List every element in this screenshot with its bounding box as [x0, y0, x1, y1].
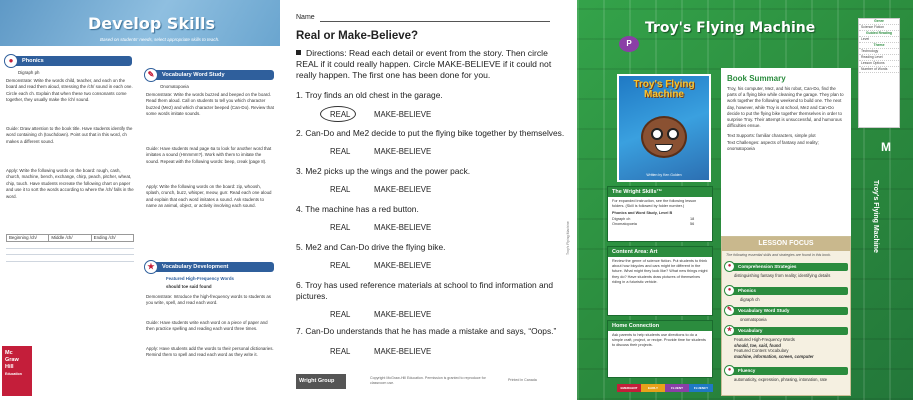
skill-name: Phonics and Word Study, Level B	[612, 211, 673, 216]
comprehension-value: distinguishing fantasy from reality; identifying details	[734, 273, 831, 278]
question-5	[296, 242, 571, 253]
vocab-word-study-label: Vocabulary Word Study	[162, 72, 225, 78]
phonics-apply: Apply: Write the following words on the board: rough, cash, church, machine, bench, exchange, chirp, peach, pitcher, wheat, chip, touch. Have students recreate the following chart on paper and use it to sort the words according to where the /ch/ falls in the word.	[6, 168, 134, 199]
logo-line-1: Mc	[5, 350, 13, 356]
real-option[interactable]: REAL	[330, 223, 351, 232]
q-num: 7.	[296, 326, 303, 336]
text-challenges: Text Challenges: aspects of fantasy and reality; onomatopoeia	[727, 139, 819, 151]
vocab-development-demonstrate: Demonstrate: Introduce the high-frequency words to students as you write, spell, and read each word.	[146, 294, 271, 306]
level-bar-fluency: FLUENCY	[689, 384, 713, 392]
q-text: Can-Do understands that he has made a mistake and says, “Oops.”	[305, 326, 557, 336]
question-7	[296, 326, 571, 337]
phonics-row	[726, 287, 848, 295]
logo-line-2: Graw	[5, 357, 19, 363]
real-option[interactable]: REAL	[330, 261, 351, 270]
make-believe-option[interactable]: MAKE-BELIEVE	[374, 185, 432, 194]
phonics-header	[6, 56, 132, 66]
content-area-header: Content Area: Art	[608, 247, 712, 257]
wright-skills-row	[608, 222, 712, 227]
phonics-value: digraph ch	[740, 297, 760, 302]
chart-col-ending: Ending /ch/	[93, 235, 116, 240]
vocab-val-line: should, toe, said, found	[734, 342, 781, 348]
pencil-icon: ✎	[144, 68, 158, 82]
lesson-focus-sub: The following essential skills and strategies are found in this book.	[726, 253, 832, 257]
q-num: 1.	[296, 90, 303, 100]
content-area-text: Review the genre of science fiction. Put students to think about how bicycles and cars might be different in the future. What might they look like? What new things might they do? Have students draw pictures of themselves riding in a futuristic vehicle.	[612, 259, 708, 284]
vocabulary-label: Vocabulary	[738, 328, 763, 333]
book-icon: ★	[724, 325, 735, 336]
q-num: 4.	[296, 204, 303, 214]
publisher-logo	[2, 346, 32, 396]
phonics-skill: Digraph ph	[18, 70, 40, 75]
bullet-square-icon	[296, 50, 301, 55]
home-connection-box	[607, 320, 713, 378]
wright-group-logo: Wright Group	[296, 374, 346, 389]
question-6	[296, 280, 571, 302]
level-bar-early: EARLY	[641, 384, 665, 392]
eye-icon	[667, 128, 679, 140]
phonics-label: Phonics	[738, 288, 756, 293]
skill-folder: 18	[690, 216, 695, 221]
info-theme-value: Technology	[859, 49, 899, 55]
comprehension-icon: ●	[724, 261, 735, 272]
phonics-demonstrate: Demonstrate: Write the words child, teacher, and each on the board and read them aloud, stressing the /ch/ sound in each one. Circle each ch. Explain that when these two consonants come together, they usually make the /ch/ sound.	[6, 78, 133, 103]
fluency-icon: ●	[724, 365, 735, 376]
make-believe-option[interactable]: MAKE-BELIEVE	[374, 310, 432, 319]
q-num: 2.	[296, 128, 303, 138]
directions	[296, 48, 571, 81]
level-badge: P	[619, 36, 639, 52]
book-summary-text	[727, 86, 845, 152]
fluency-value: automaticity, expression, phrasing, intonation, rate	[734, 377, 828, 382]
info-lesson-options: Lesson Options	[859, 61, 899, 67]
info-genre: Genre	[859, 19, 899, 25]
robot-face-icon	[641, 116, 687, 158]
vocab-development-label: Vocabulary Development	[162, 264, 229, 270]
chart-col-middle: Middle /ch/	[49, 235, 91, 241]
book-info-box	[858, 18, 900, 128]
vocab-val-line: Featured Content Vocabulary	[734, 348, 789, 354]
book-summary-header: Book Summary	[727, 74, 786, 83]
q-num: 3.	[296, 166, 303, 176]
cover-title: Troy's Flying Machine	[633, 79, 695, 100]
vocab-word-study-label: Vocabulary Word Study	[738, 308, 790, 313]
level-bar-emergent: EMERGENT	[617, 384, 641, 392]
panel-subtitle: Based on students' needs, select appropriate skills to teach.	[100, 37, 220, 42]
directions-text: Directions: Read each detail or event from the story. Then circle REAL if it could really happen. Circle MAKE-BELIEVE if it could not really happen. The first one has been done for you.	[296, 48, 552, 80]
vocab-val-line: machine, information, screen, computer	[734, 353, 814, 359]
vocab-word-study-apply: Apply: Write the following words on the board: zip, whoosh, splash, crunch, buzz, whisper, meow, gurr. Read each one aloud and explain that each word imitates a sound. Ask students to name an animal, object, or activity involving each sound.	[146, 184, 272, 209]
vocabulary-value	[734, 337, 844, 359]
mouth-icon	[655, 144, 673, 152]
q-text: The machine has a red button.	[305, 204, 419, 214]
vocab-val-line: Featured High-Frequency Words	[734, 337, 795, 342]
book-icon: ★	[144, 260, 158, 274]
book-title: Troy's Flying Machine	[645, 20, 816, 36]
phonics-header-label: Phonics	[22, 58, 44, 64]
vocab-development-sub: Featured High-Frequency Words	[166, 276, 234, 281]
fluency-label: Fluency	[738, 368, 756, 373]
logo-line-4: Education	[5, 372, 22, 376]
content-area-box	[607, 246, 713, 316]
q-text: Troy finds an old chest in the garage.	[305, 90, 443, 100]
q-num: 5.	[296, 242, 303, 252]
write-lines	[6, 248, 134, 267]
comprehension-row	[726, 263, 848, 271]
question-4	[296, 204, 571, 215]
lesson-focus-title: LESSON FOCUS	[722, 237, 850, 251]
question-3	[296, 166, 571, 177]
info-reading-level: Reading Level	[859, 55, 899, 61]
info-genre-value: Science Fiction	[859, 25, 899, 31]
info-guided-reading: Guided Reading	[859, 31, 899, 37]
skill-folder: 56	[690, 221, 695, 226]
q-num: 6.	[296, 280, 303, 290]
vocab-word-study-skill: Onomatopoeia	[160, 84, 189, 89]
cover-author: Written by Ken Golden	[646, 173, 682, 177]
info-level: Level	[859, 37, 899, 43]
real-option[interactable]: REAL	[330, 310, 351, 319]
home-connection-text: Ask parents to help students use directions to do a simple craft, project, or recipe. Provide time for students to discuss their projects.	[612, 333, 706, 348]
question-1	[296, 90, 571, 101]
real-option[interactable]: REAL	[330, 110, 351, 119]
comprehension-label: Comprehension Strategies	[738, 264, 797, 269]
q-text: Troy has used reference materials at school to find information and pictures.	[296, 280, 553, 301]
info-theme: Theme	[859, 43, 899, 49]
make-believe-option[interactable]: MAKE-BELIEVE	[374, 261, 432, 270]
real-option[interactable]: REAL	[330, 147, 351, 156]
make-believe-option[interactable]: MAKE-BELIEVE	[374, 110, 432, 119]
fluency-row	[726, 367, 848, 375]
worksheet-page	[280, 0, 577, 400]
chart-col-beginning: Beginning /ch/	[7, 235, 49, 241]
make-believe-option[interactable]: MAKE-BELIEVE	[374, 223, 432, 232]
question-2	[296, 128, 571, 139]
printed-text: Printed in Canada	[508, 378, 537, 382]
apple-icon: ●	[724, 285, 735, 296]
book-summary-box	[721, 68, 851, 254]
real-option[interactable]: REAL	[330, 185, 351, 194]
copyright-text: Copyright McGraw-Hill Education. Permission is granted to reproduce for classroom use.	[370, 376, 486, 385]
vocab-word-study-row	[726, 307, 848, 315]
level-bar-fluent: FLUENT	[665, 384, 689, 392]
worksheet-spine: Troy's Flying Machine	[566, 221, 570, 255]
name-line[interactable]	[320, 21, 550, 22]
wright-skills-text: For expanded instruction, see the following lesson folders. (Skill is followed by folder number.)	[612, 199, 697, 209]
high-frequency-words: should toe said found	[166, 284, 212, 289]
home-connection-header: Home Connection	[608, 321, 712, 331]
logo-line-3: Hill	[5, 364, 14, 370]
spine-level: M	[881, 140, 891, 154]
book-cover-panel	[577, 0, 913, 400]
skill-name: Onomatopoeia	[612, 221, 637, 226]
vocab-word-study-header	[146, 70, 274, 80]
phonics-guide: Guide: Draw attention to the book title. Have students identify the word containing ch (touchdown). Point out that in this word, ch makes a different sound.	[6, 126, 133, 144]
vocabulary-row	[726, 327, 848, 335]
spine-title: Troy's Flying Machine	[872, 180, 879, 253]
develop-skills-banner	[0, 0, 280, 46]
apple-icon: ●	[4, 54, 18, 68]
real-option[interactable]: REAL	[330, 347, 351, 356]
vocab-word-study-value: onomatopoeia	[740, 317, 767, 322]
wright-skills-box	[607, 186, 713, 242]
vocab-development-guide: Guide: Have students write each word on a piece of paper and then practice spelling and reading each word three times.	[146, 320, 268, 332]
q-text: Me2 picks up the wings and the power pack.	[305, 166, 471, 176]
make-believe-option[interactable]: MAKE-BELIEVE	[374, 147, 432, 156]
skill-name: Digraph ch	[612, 216, 631, 221]
develop-skills-panel	[0, 0, 280, 400]
vocab-word-study-demonstrate: Demonstrate: Write the words buzzed and beeped on the board. Read them aloud. Call on students to tell you which character buzzed (Me2) and which character beeped (Can-Do). Review that some words imitate sounds.	[146, 92, 274, 117]
q-text: Can-Do and Me2 decide to put the flying bike together by themselves.	[305, 128, 565, 138]
book-cover-image	[617, 74, 711, 182]
lesson-focus-box	[721, 236, 851, 396]
book-summary-body: Troy, his computer, Me2, and his robot, Can-Do, find the parts of a flying bike while cleaning the garage. They plan to work together the following weekend to build one. The next day, however, while Troy is at school, Me2 and Can-Do decide to put the flying bike together themselves in order to surprise Troy. Their attempt is unsuccessful, and humorous difficulties ensue.	[727, 86, 844, 129]
vocab-development-apply: Apply: Have students add the words to their personal dictionaries. Remind them to spell and read each word as they write it.	[146, 346, 274, 358]
phonics-sort-chart	[6, 234, 134, 242]
eye-icon	[651, 128, 663, 140]
q-text: Me2 and Can-Do drive the flying bike.	[305, 242, 446, 252]
make-believe-option[interactable]: MAKE-BELIEVE	[374, 347, 432, 356]
vocab-development-header	[146, 262, 274, 272]
level-bar	[617, 384, 713, 392]
name-label: Name	[296, 14, 315, 21]
info-number-words: Number of Words	[859, 67, 899, 73]
pencil-icon: ✎	[724, 305, 735, 316]
panel-title: Develop Skills	[88, 14, 216, 33]
vocab-word-study-guide: Guide: Have students read page 6a to look for another word that imitates a sound (Hmmmm?). Work with them to imitate the sound. Repeat with the following words: beep, creak (page 8).	[146, 146, 272, 164]
wright-skills-header: The Wright Skills™	[608, 187, 712, 197]
right-spine	[871, 140, 901, 380]
text-supports: Text Supports: familiar characters, simple plot	[727, 133, 816, 139]
worksheet-title: Real or Make-Believe?	[296, 30, 419, 42]
